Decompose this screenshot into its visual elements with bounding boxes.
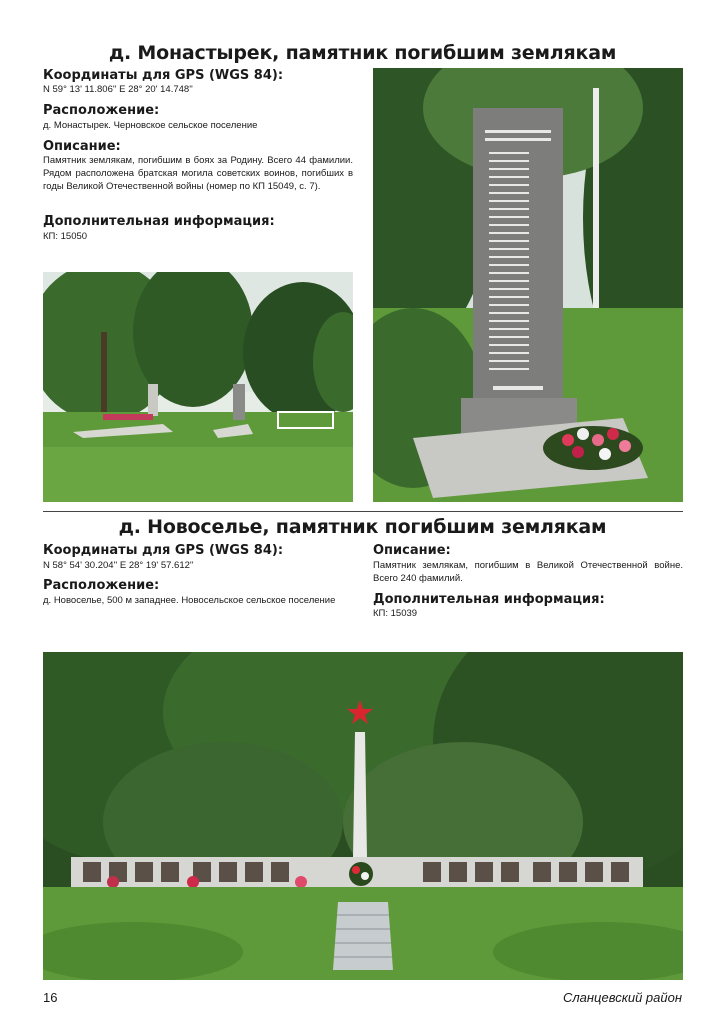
section2-extra-label: Дополнительная информация: — [373, 592, 605, 607]
section1-gps-label: Координаты для GPS (WGS 84): — [43, 68, 284, 83]
section1-extra-label: Дополнительная информация: — [43, 214, 275, 229]
section2-description-value: Памятник землякам, погибшим в Великой Отечественной войне. Всего 240 фамилий. — [373, 560, 683, 584]
section1-title: д. Монастырек, памятник погибшим землякам — [108, 42, 617, 64]
monument-photo-garden — [43, 272, 353, 502]
page-number: 16 — [43, 990, 58, 1005]
section2-extra-value: КП: 15039 — [373, 608, 418, 619]
section1-gps-value: N 59° 13' 11.806'' E 28° 20' 14.748'' — [43, 84, 193, 95]
section-divider — [43, 511, 683, 512]
monument-photo-stele — [373, 68, 683, 502]
section1-location-value: д. Монастырек. Черновское сельское поселение — [43, 120, 258, 131]
section2-title: д. Новоселье, памятник погибшим землякам — [118, 516, 607, 538]
section1-description-value: Памятник землякам, погибшим в боях за Родину. Всего 44 фамилии. Рядом расположена братская могила советских воинов, погибших в годы Великой Отечественной войны (номер по КП 15049, с. 7). — [43, 155, 353, 192]
section1-location-label: Расположение: — [43, 103, 160, 118]
section2-location-label: Расположение: — [43, 578, 160, 593]
section1-description-label: Описание: — [43, 139, 121, 154]
monument-photo-obelisk — [43, 652, 683, 980]
section2-gps-label: Координаты для GPS (WGS 84): — [43, 543, 284, 558]
section2-description-label: Описание: — [373, 543, 451, 558]
section2-gps-value: N 58° 54' 30.204'' E 28° 19' 57.612'' — [43, 560, 194, 571]
section2-location-value: д. Новоселье, 500 м западнее. Новосельское сельское поселение — [43, 595, 336, 606]
region-name: Сланцевский район — [562, 990, 682, 1005]
section1-extra-value: КП: 15050 — [43, 231, 88, 242]
